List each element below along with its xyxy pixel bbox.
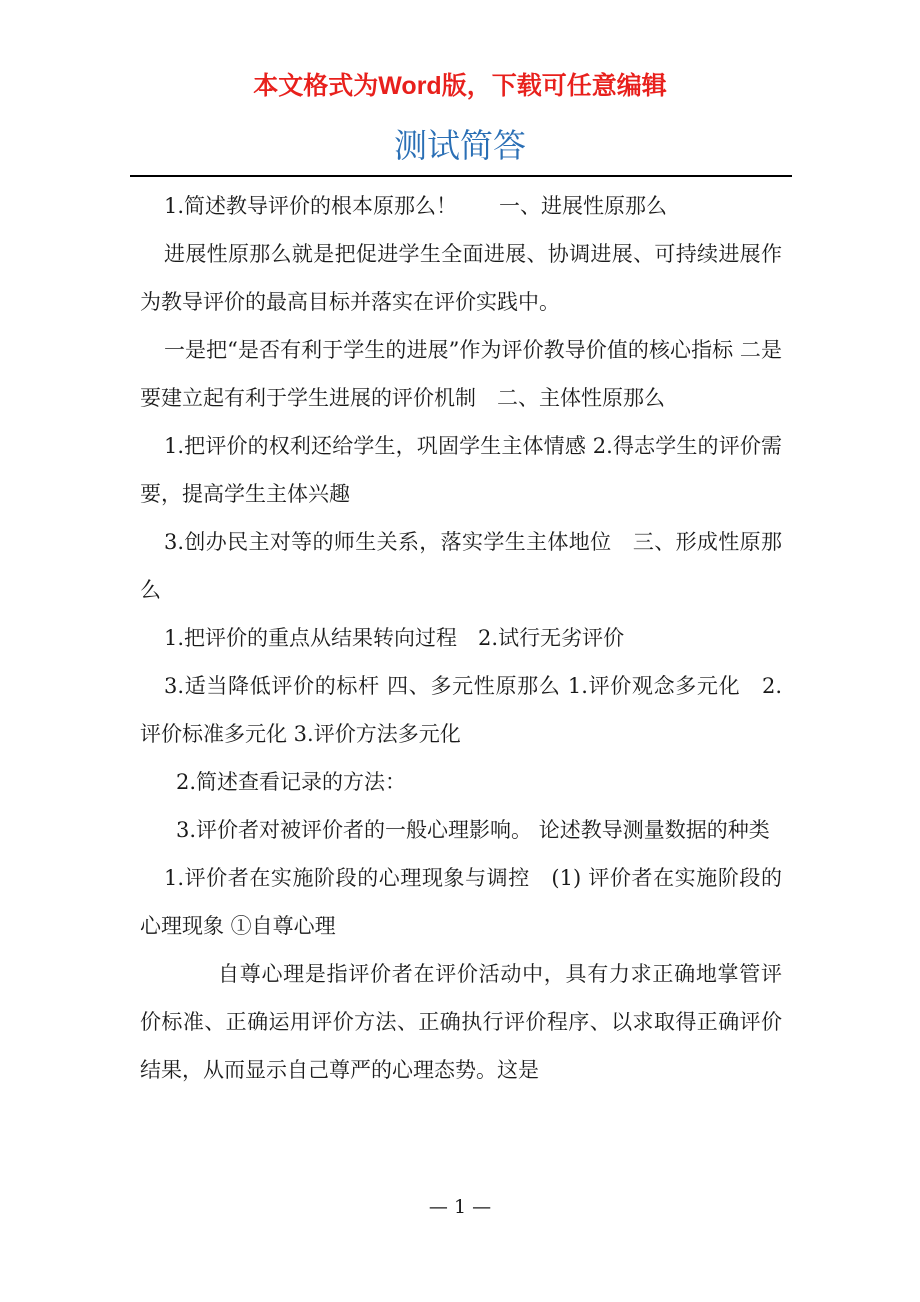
paragraph: 1.把评价的重点从结果转向过程 2.试行无劣评价 [164, 626, 625, 650]
paragraph: 3.创办民主对等的师生关系，落实学生主体地位 三、形成性原那么 [140, 530, 782, 602]
format-banner: 本文格式为Word版，下载可任意编辑 [253, 72, 667, 100]
page-number: — 1 — [428, 1196, 492, 1218]
title-divider [130, 175, 792, 177]
paragraph: 2.简述查看记录的方法： [176, 770, 407, 794]
paragraph: 3.评价者对被评价者的一般心理影响。 论述教导测量数据的种类 [176, 818, 770, 842]
paragraph: 一是把“是否有利于学生的进展”作为评价教导价值的核心指标 二是要建立起有利于学生进展的评价机制 二、主体性原那么 [140, 338, 782, 410]
paragraph: 自尊心理是指评价者在评价活动中，具有力求正确地掌管评价标准、正确运用评价方法、正确执行评价程序、以求取得正确评价结果，从而显示自己尊严的心理态势。这是 [140, 962, 782, 1082]
paragraph: 1.简述教导评价的根本原那么！ 一、进展性原那么 [164, 194, 668, 218]
document-title: 测试简答 [394, 126, 526, 165]
paragraph: 1.评价者在实施阶段的心理现象与调控 (1) 评价者在实施阶段的心理现象 ①自尊心理 [140, 866, 782, 938]
paragraph: 1.把评价的权利还给学生，巩固学生主体情感 2.得志学生的评价需要，提高学生主体兴趣 [140, 434, 782, 506]
document-body [140, 182, 782, 1094]
paragraph: 3.适当降低评价的标杆 四、多元性原那么 1.评价观念多元化 2.评价标准多元化 3.评价方法多元化 [140, 674, 782, 746]
paragraph: 进展性原那么就是把促进学生全面进展、协调进展、可持续进展作为教导评价的最高目标并落实在评价实践中。 [140, 242, 782, 314]
